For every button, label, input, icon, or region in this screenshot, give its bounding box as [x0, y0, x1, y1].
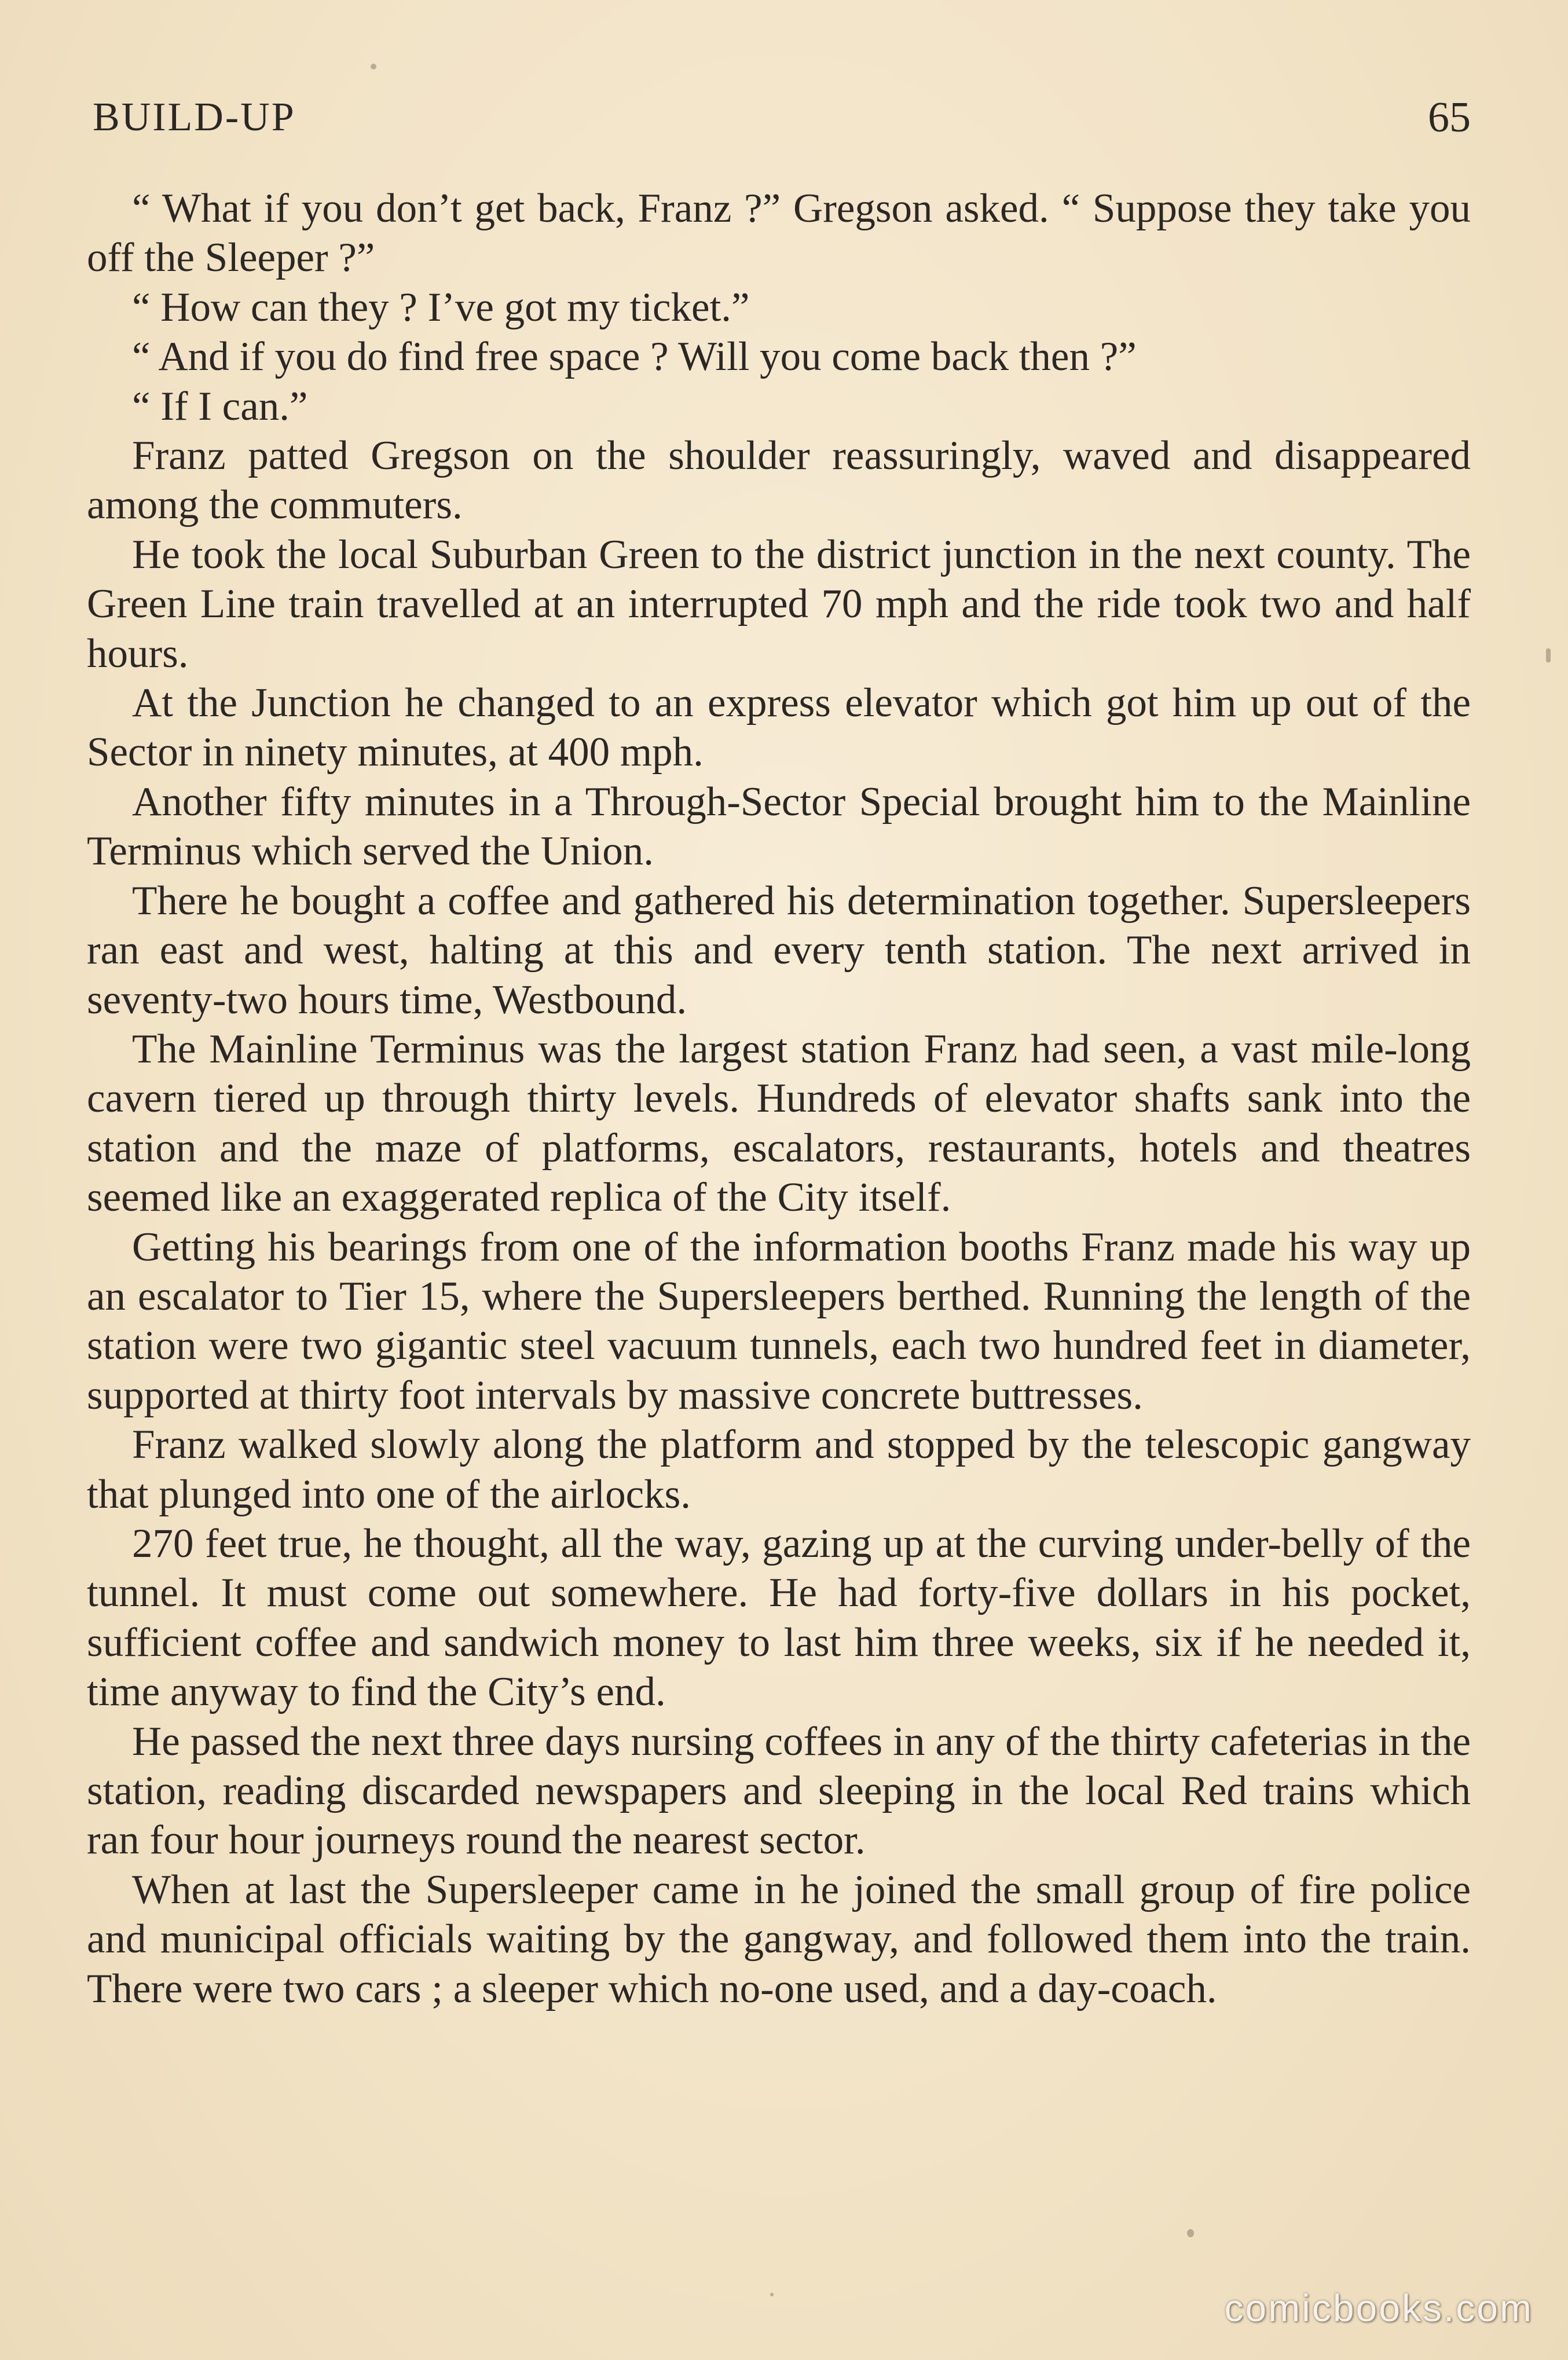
paragraph-13: 270 feet true, he thought, all the way, gazing up at the curving under-belly of the tunnel. It must come out somewhere. He had forty-five dollars in his pocket, sufficient coffee and sandwich money to last him three weeks, six if he needed it, time anyway to find the City’s end.: [87, 1520, 1471, 1715]
running-title: BUILD-UP: [93, 95, 296, 140]
running-head: [93, 86, 1471, 149]
paragraph-15: When at last the Supersleeper came in he joined the small group of fire police and municipal officials waiting by the gangway, and followed them into the train. There were two cars ; a sleeper which no-one used, and a day-coach.: [87, 1867, 1471, 2011]
body-text: [87, 184, 1471, 2014]
paper-speck: [371, 64, 376, 69]
paragraph-9: There he bought a coffee and gathered his determination together. Supersleepers ran east and west, halting at this and every tenth station. The next arrived in seventy-two hours time, Westbound.: [87, 878, 1471, 1023]
paragraph-2: “ How can they ? I’ve got my ticket.”: [132, 284, 750, 330]
paragraph-5: Franz patted Gregson on the shoulder reassuringly, waved and disappeared among the commuters.: [87, 433, 1471, 528]
paragraph-11: Getting his bearings from one of the information booths Franz made his way up an escalator to Tier 15, where the Supersleepers berthed. Running the length of the station were two gigantic steel vacuum tunnels, each two hundred feet in diameter, supported at thirty foot intervals by massive concrete buttresses.: [87, 1224, 1471, 1418]
paragraph-12: Franz walked slowly along the platform and stopped by the telescopic gangway that plunged into one of the airlocks.: [87, 1422, 1471, 1517]
paragraph-3: “ And if you do find free space ? Will you come back then ?”: [132, 334, 1137, 380]
paragraph-14: He passed the next three days nursing coffees in any of the thirty cafeterias in the station, reading discarded newspapers and sleeping in the local Red trains which ran four hour journeys round the nearest sector.: [87, 1718, 1471, 1863]
watermark: comicbooks.com: [1224, 2286, 1533, 2329]
paragraph-4: “ If I can.”: [132, 383, 308, 429]
paragraph-6: He took the local Suburban Green to the district junction in the next county. The Green Line train travelled at an interrupted 70 mph and the ride took two and half hours.: [87, 532, 1471, 676]
page-number: 65: [1428, 94, 1471, 141]
paragraph-7: At the Junction he changed to an express elevator which got him up out of the Sector in ninety minutes, at 400 mph.: [87, 680, 1471, 775]
paragraph-8: Another fifty minutes in a Through-Sector Special brought him to the Mainline Terminus which served the Union.: [87, 779, 1471, 874]
paragraph-1: “ What if you don’t get back, Franz ?” Gregson asked. “ Suppose they take you off the Sleeper ?”: [87, 186, 1471, 281]
paper-speck: [1546, 648, 1551, 662]
paper-speck: [770, 2293, 774, 2296]
paper-speck: [1187, 2229, 1194, 2237]
paragraph-10: The Mainline Terminus was the largest station Franz had seen, a vast mile-long cavern tiered up through thirty levels. Hundreds of elevator shafts sank into the station and the maze of platforms, escalators, restaurants, hotels and theatres seemed like an exaggerated replica of the City itself.: [87, 1026, 1471, 1221]
